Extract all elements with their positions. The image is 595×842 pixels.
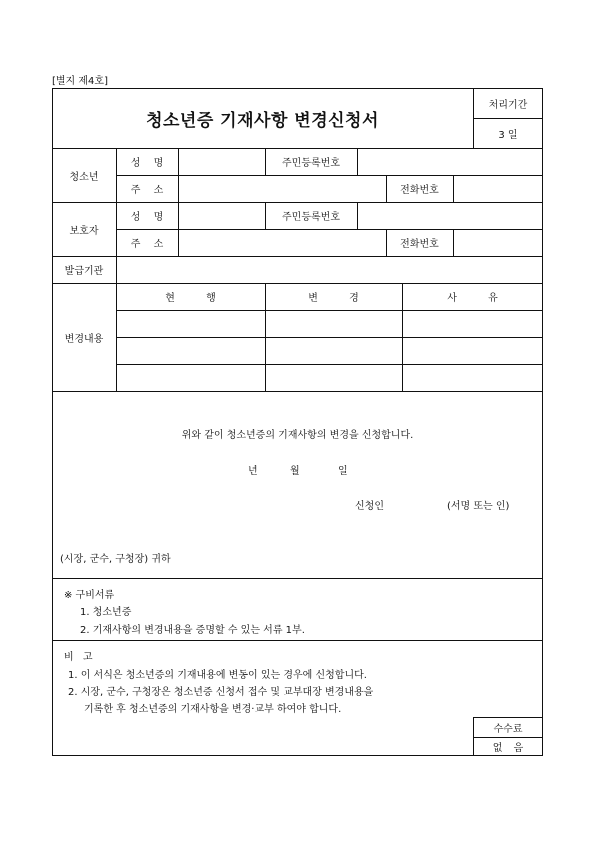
change-row-2-current[interactable] <box>117 338 264 363</box>
date-year-label: 년 <box>248 466 258 477</box>
documents-heading: ※ 구비서류 <box>64 590 115 601</box>
guardian-name-label: 성 명 <box>130 212 164 223</box>
change-row-3-reason[interactable] <box>403 365 542 390</box>
change-row-1-reason[interactable] <box>403 311 542 336</box>
youth-section-label: 청소년 <box>69 171 99 183</box>
issuer-label: 발급기관 <box>64 266 104 277</box>
youth-rrn-field[interactable] <box>358 149 542 174</box>
youth-rrn-label: 주민등록번호 <box>282 158 340 169</box>
guardian-rrn-label: 주민등록번호 <box>282 212 340 223</box>
youth-address-field[interactable] <box>179 176 385 201</box>
applicant-label: 신청인 <box>355 501 384 512</box>
guardian-address-field[interactable] <box>179 230 385 255</box>
change-row-3-change[interactable] <box>266 365 401 390</box>
guardian-phone-field[interactable] <box>454 230 542 255</box>
signature-label: (서명 또는 인) <box>447 501 510 512</box>
column-header-reason: 사 유 <box>447 293 498 304</box>
addressee: (시장, 군수, 구청장) 귀하 <box>60 554 171 565</box>
change-row-3-current[interactable] <box>117 365 264 390</box>
fee-value: 없 음 <box>492 743 524 754</box>
processing-period-label: 처리기간 <box>488 99 528 111</box>
processing-period-value: 3 일 <box>498 129 518 141</box>
change-row-2-reason[interactable] <box>403 338 542 363</box>
guardian-name-field[interactable] <box>179 203 264 228</box>
divider <box>52 640 543 641</box>
youth-address-label: 주 소 <box>130 185 164 196</box>
youth-phone-field[interactable] <box>454 176 542 201</box>
guardian-phone-label: 전화번호 <box>400 239 439 250</box>
note-item: 2. 시장, 군수, 구청장은 청소년증 신청서 접수 및 교부대장 변경내용을 <box>68 687 374 698</box>
notes-heading: 비 고 <box>64 652 93 663</box>
youth-name-label: 성 명 <box>130 158 164 169</box>
divider <box>52 391 543 392</box>
guardian-rrn-field[interactable] <box>358 203 542 228</box>
change-row-2-change[interactable] <box>266 338 401 363</box>
change-row-1-change[interactable] <box>266 311 401 336</box>
column-header-change: 변 경 <box>308 293 359 304</box>
guardian-section-label: 보호자 <box>69 225 99 237</box>
document-item: 2. 기재사항의 변경내용을 증명할 수 있는 서류 1부. <box>80 625 305 636</box>
application-statement: 위와 같이 청소년증의 기재사항의 변경을 신청합니다. <box>181 429 414 441</box>
date-day-label: 일 <box>338 466 348 477</box>
date-month-label: 월 <box>290 466 300 477</box>
divider <box>52 578 543 579</box>
guardian-address-label: 주 소 <box>130 239 164 250</box>
note-item: 기록한 후 청소년증의 기재사항을 변경·교부 하여야 합니다. <box>84 704 342 715</box>
form-title: 청소년증 기재사항 변경신청서 <box>146 110 379 131</box>
document-item: 1. 청소년증 <box>80 607 132 618</box>
changes-section-label: 변경내용 <box>64 333 104 345</box>
form-number-label: [별지 제4호] <box>52 76 108 87</box>
note-item: 1. 이 서식은 청소년증의 기재내용에 변동이 있는 경우에 신청합니다. <box>68 670 367 681</box>
fee-label: 수수료 <box>493 723 523 735</box>
youth-name-field[interactable] <box>179 149 264 174</box>
issuer-field[interactable] <box>117 257 542 282</box>
change-row-1-current[interactable] <box>117 311 264 336</box>
column-header-current: 현 행 <box>165 293 216 304</box>
youth-phone-label: 전화번호 <box>400 185 439 196</box>
